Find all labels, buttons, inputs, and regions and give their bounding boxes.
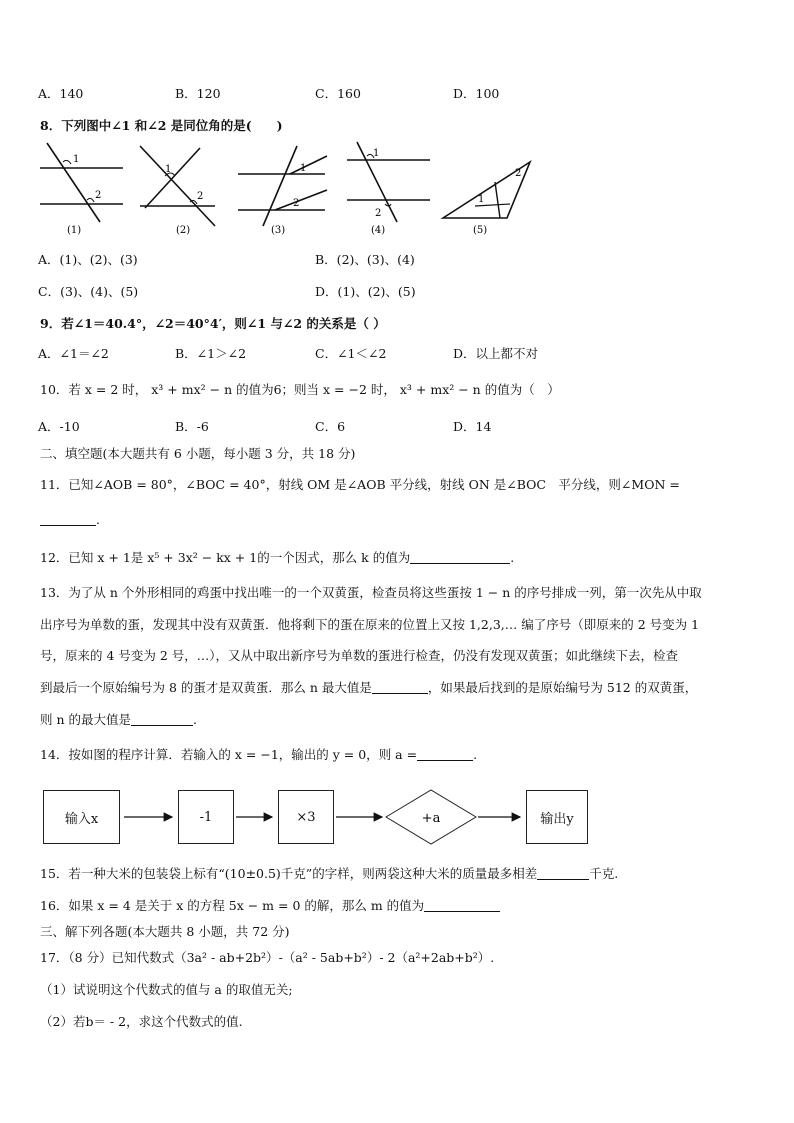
q13-line-2: 出序号为单数的蛋，发现其中没有双黄蛋．他将剩下的蛋在原来的位置上又按 1,2,3,… 编了序号（即原来的 2 号变为 1	[40, 617, 700, 632]
angle-1-label: 1	[73, 154, 80, 165]
q10-option-d: D．14	[453, 419, 492, 434]
flow-times-box: ×3	[278, 790, 334, 844]
q7-option-c: C．160	[315, 86, 361, 101]
q12-stem: 12．已知 x + 1是 x⁵ + 3x² − kx + 1的一个因式，那么 k 的值为	[40, 550, 411, 565]
q14-line	[40, 745, 477, 763]
flow-add-label: +a	[421, 811, 441, 826]
q15-line	[40, 864, 618, 882]
q12-end: .	[510, 550, 515, 565]
q14-blank[interactable]	[417, 748, 473, 761]
figure-4-label: (4)	[371, 225, 386, 236]
q9-option-d: D．以上都不对	[453, 346, 539, 361]
q13-text-b: ，如果最后找到的是原始编号为 512 的双黄蛋，	[427, 680, 698, 695]
q10-option-a: A．-10	[38, 419, 80, 434]
flow-input-box: 输入x	[43, 790, 120, 844]
q8-option-b: B．(2)、(3)、(4)	[315, 252, 415, 267]
figure-5	[443, 162, 530, 236]
angle-1-label: 1	[478, 194, 485, 205]
figure-5-label: (5)	[473, 225, 488, 236]
q13-text-a: 到最后一个原始编号为 8 的蛋才是双黄蛋．那么 n 最大值是	[40, 680, 372, 695]
q11-stem: 11．已知∠AOB = 80°，∠BOC = 40°，射线 OM 是∠AOB 平分线，射线 ON 是∠BOC 平分线，则∠MON =	[40, 477, 680, 492]
q10-stem: 10．若 x = 2 时， x³ + mx² − n 的值为6；则当 x = −2 时， x³ + mx² − n 的值为（ ）	[40, 382, 560, 397]
q13-line-4	[40, 678, 697, 696]
q9-option-c: C．∠1＜∠2	[315, 346, 387, 361]
q14-stem: 14．按如图的程序计算．若输入的 x = −1，输出的 y = 0，则 a =	[40, 747, 418, 762]
q8-figures	[35, 138, 555, 238]
q17-part-2: （2）若b＝ - 2，求这个代数式的值.	[40, 1014, 243, 1029]
flow-arrows	[0, 780, 794, 860]
q13-blank-2[interactable]	[131, 713, 193, 726]
q14-end: .	[473, 747, 478, 762]
q8-option-d: D．(1)、(2)、(5)	[315, 284, 416, 299]
q15-blank[interactable]	[537, 867, 589, 880]
q16-blank[interactable]	[424, 899, 500, 912]
section-2-heading: 二、填空题(本大题共有 6 小题，每小题 3 分，共 18 分)	[40, 446, 356, 461]
q7-option-d: D．100	[453, 86, 500, 101]
angle-2-label: 2	[95, 190, 102, 201]
flow-minus-box: -1	[178, 790, 234, 844]
angle-2-label: 2	[293, 198, 300, 209]
section-3-heading: 三、解下列各题(本大题共 8 小题，共 72 分)	[40, 924, 290, 939]
angle-2-label: 2	[375, 208, 382, 219]
figure-3-label: (3)	[271, 225, 286, 236]
q13-text-c: 则 n 的最大值是	[40, 712, 131, 727]
q12-blank[interactable]	[410, 551, 510, 564]
q8-option-c: C．(3)、(4)、(5)	[38, 284, 139, 299]
q7-option-b: B．120	[175, 86, 221, 101]
q10-option-b: B．-6	[175, 419, 209, 434]
figure-4	[347, 142, 430, 236]
q16-line	[40, 896, 500, 914]
q11-blank[interactable]	[40, 513, 96, 526]
q8-stem: 8．下列图中∠1 和∠2 是同位角的是( )	[40, 118, 283, 133]
q15-stem: 15．若一种大米的包装袋上标有“(10±0.5)千克”的字样，则两袋这种大米的质量最多相差	[40, 866, 538, 881]
figure-1-label: (1)	[67, 225, 82, 236]
q9-option-b: B．∠1＞∠2	[175, 346, 247, 361]
q12-line	[40, 548, 514, 566]
q9-stem: 9．若∠1＝40.4°，∠2＝40°4′，则∠1 与∠2 的关系是（ ）	[40, 316, 386, 331]
q11-end: .	[96, 512, 100, 527]
figure-3	[238, 146, 327, 236]
q16-stem: 16．如果 x = 4 是关于 x 的方程 5x − m = 0 的解，那么 m 的值为	[40, 898, 425, 913]
q13-line-5	[40, 710, 197, 728]
q17-stem: 17．（8 分）已知代数式（3a² - ab+2b²）-（a² - 5ab+b²）- 2（a²+2ab+b²）.	[40, 950, 495, 965]
q13-end: .	[193, 712, 197, 727]
q7-option-a: A．140	[38, 86, 84, 101]
angle-2-label: 2	[197, 191, 204, 202]
angle-2-label: 2	[515, 168, 522, 179]
angle-1-label: 1	[165, 164, 172, 175]
figure-2	[140, 146, 215, 236]
angle-1-label: 1	[300, 163, 307, 174]
q13-line-3: 号，原来的 4 号变为 2 号，…），又从中取出新序号为单数的蛋进行检查，仍没有发现双黄蛋；如此继续下去，检查	[40, 648, 679, 663]
figure-2-label: (2)	[176, 225, 191, 236]
q13-blank-1[interactable]	[372, 681, 428, 694]
q17-part-1: （1）试说明这个代数式的值与 a 的取值无关;	[40, 982, 293, 997]
q8-option-a: A．(1)、(2)、(3)	[38, 252, 138, 267]
angle-1-label: 1	[373, 148, 380, 159]
q13-line-1: 13．为了从 n 个外形相同的鸡蛋中找出唯一的一个双黄蛋，检查员将这些蛋按 1 − n 的序号排成一列，第一次先从中取	[40, 585, 702, 600]
q10-option-c: C．6	[315, 419, 346, 434]
q11-answer-line	[40, 512, 100, 527]
q15-end: 千克.	[589, 866, 619, 881]
figure-1	[40, 143, 123, 236]
q9-option-a: A．∠1＝∠2	[38, 346, 109, 361]
flow-output-box: 输出y	[526, 790, 588, 844]
